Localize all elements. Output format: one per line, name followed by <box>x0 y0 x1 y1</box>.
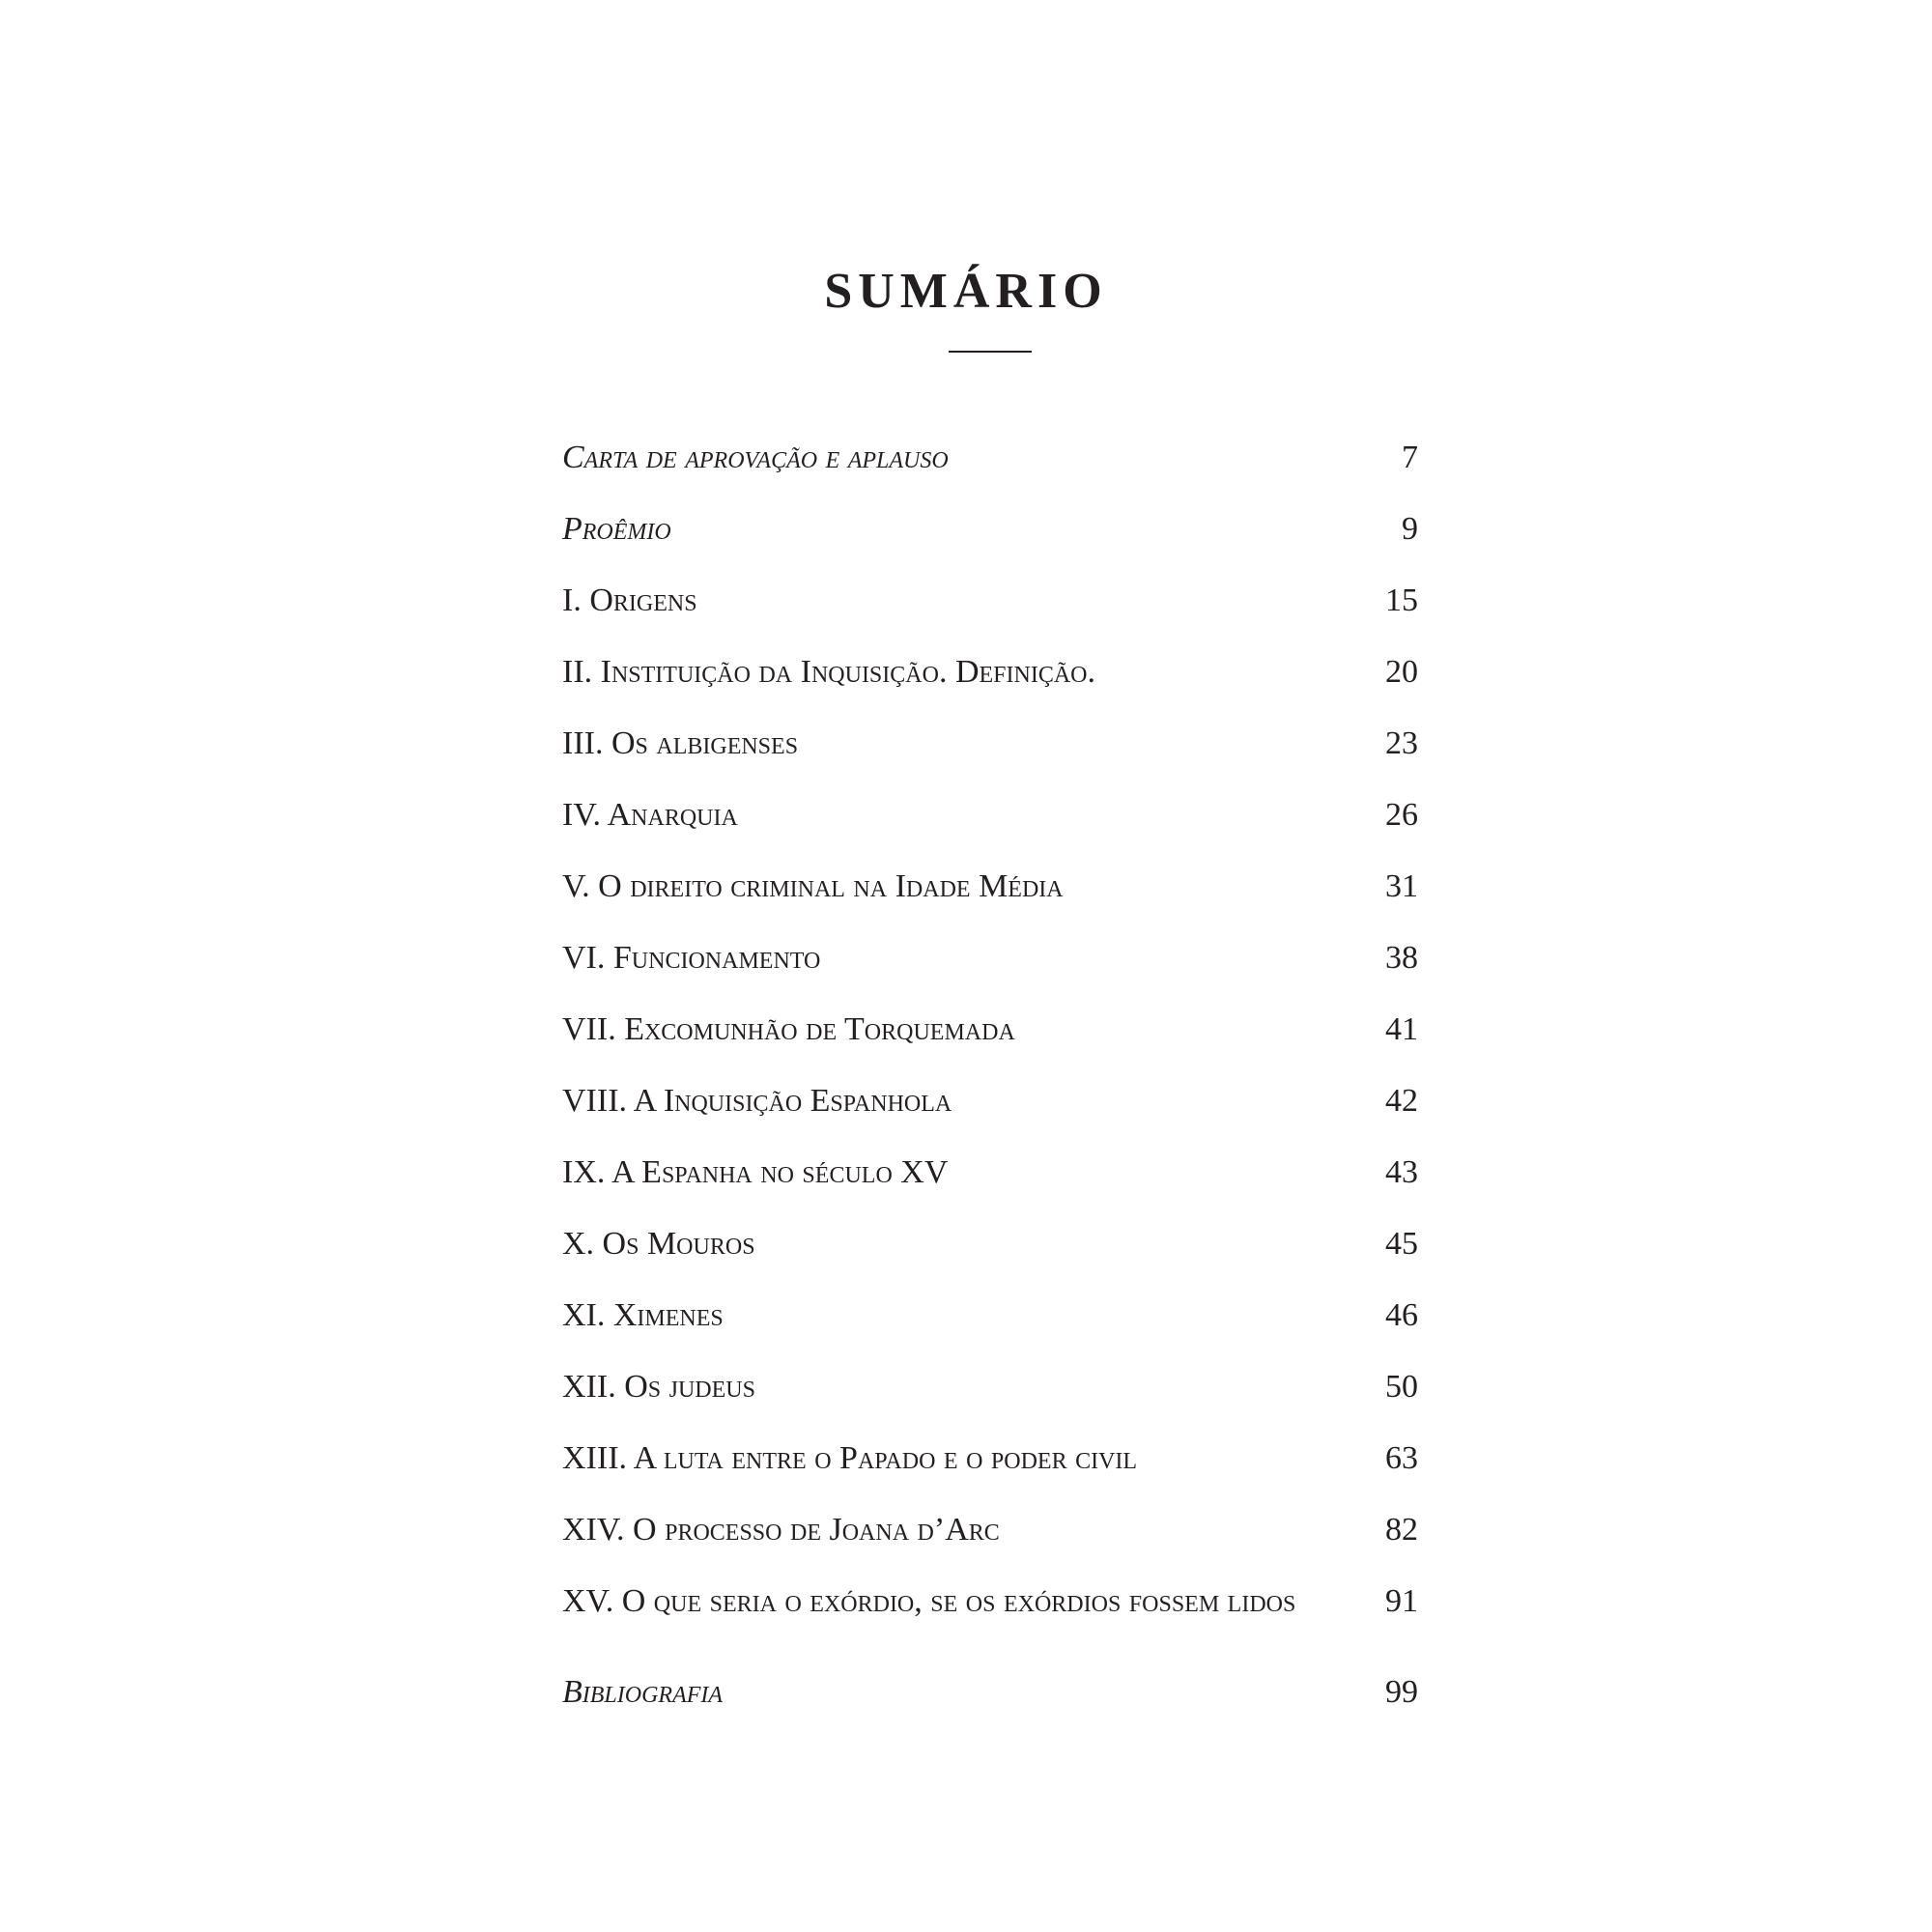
toc-entry <box>562 788 1418 837</box>
toc-entry-page: 41 <box>1385 1011 1418 1047</box>
toc-entry-page: 50 <box>1385 1369 1418 1405</box>
toc-entry-title: X. Os Mouros <box>562 1226 755 1262</box>
toc-entry-page: 38 <box>1385 940 1418 976</box>
toc-entry-page: 15 <box>1385 582 1418 618</box>
toc-entry <box>562 502 1418 551</box>
toc-entry-page: 91 <box>1385 1583 1418 1619</box>
toc-entry <box>562 1074 1418 1122</box>
toc-entry <box>562 1146 1418 1194</box>
toc-entry-page: 42 <box>1385 1083 1418 1119</box>
toc-entry-title: Proêmio <box>562 511 671 547</box>
toc-entry-title: XI. Ximenes <box>562 1297 724 1333</box>
toc-entry-title: VII. Excomunhão de Torquemada <box>562 1011 1015 1047</box>
toc-entry-title: V. O direito criminal na Idade Média <box>562 868 1064 904</box>
toc-entry <box>562 645 1418 694</box>
toc-entry <box>562 574 1418 622</box>
toc-entry-title: XIV. O processo de Joana d’Arc <box>562 1512 1000 1548</box>
toc-entry-title: II. Instituição da Inquisição. Definição. <box>562 654 1095 690</box>
toc-entry-title: IX. A Espanha no século XV <box>562 1154 949 1190</box>
toc-entry <box>562 1503 1418 1551</box>
toc-entry <box>562 1575 1418 1623</box>
toc-entry-page: 63 <box>1385 1440 1418 1476</box>
toc-entry <box>562 860 1418 908</box>
toc-entry-page: 9 <box>1402 511 1418 547</box>
toc-entry <box>562 1665 1418 1714</box>
toc-entry-title: XII. Os judeus <box>562 1369 755 1405</box>
toc-entry <box>562 1360 1418 1408</box>
toc-entry-page: 31 <box>1385 868 1418 904</box>
toc-entry <box>562 1003 1418 1051</box>
toc-entry-page: 82 <box>1385 1512 1418 1548</box>
toc-entry <box>562 1432 1418 1480</box>
page-title: SUMÁRIO <box>824 264 1108 319</box>
toc-entry-page: 7 <box>1402 440 1418 475</box>
toc-entry <box>562 431 1418 479</box>
toc-entry-title: I. Origens <box>562 582 697 618</box>
toc-entry <box>562 1289 1418 1337</box>
toc-entry-page: 43 <box>1385 1154 1418 1190</box>
toc-entry <box>562 931 1418 980</box>
toc-entry-page: 46 <box>1385 1297 1418 1333</box>
toc-entry-title: XV. O que seria o exórdio, se os exórdios fossem lidos <box>562 1583 1296 1619</box>
toc-entry-title: Bibliografia <box>562 1674 724 1710</box>
toc-entry-page: 45 <box>1385 1226 1418 1262</box>
toc-entry-page: 20 <box>1385 654 1418 690</box>
title-underline <box>949 351 1032 353</box>
toc-entry-page: 23 <box>1385 725 1418 761</box>
toc-entry-title: III. Os albigenses <box>562 725 799 761</box>
toc-entry-page: 26 <box>1385 797 1418 833</box>
toc-entry-title: IV. Anarquia <box>562 797 738 833</box>
toc-entry <box>562 717 1418 765</box>
toc-entry <box>562 1217 1418 1265</box>
toc-entry-title: VIII. A Inquisição Espanhola <box>562 1083 952 1119</box>
toc-entry-title: VI. Funcionamento <box>562 940 821 976</box>
toc-entry-title: Carta de aprovação e aplauso <box>562 440 949 475</box>
toc-entry-title: XIII. A luta entre o Papado e o poder civil <box>562 1440 1138 1476</box>
toc-entry-page: 99 <box>1385 1674 1418 1710</box>
